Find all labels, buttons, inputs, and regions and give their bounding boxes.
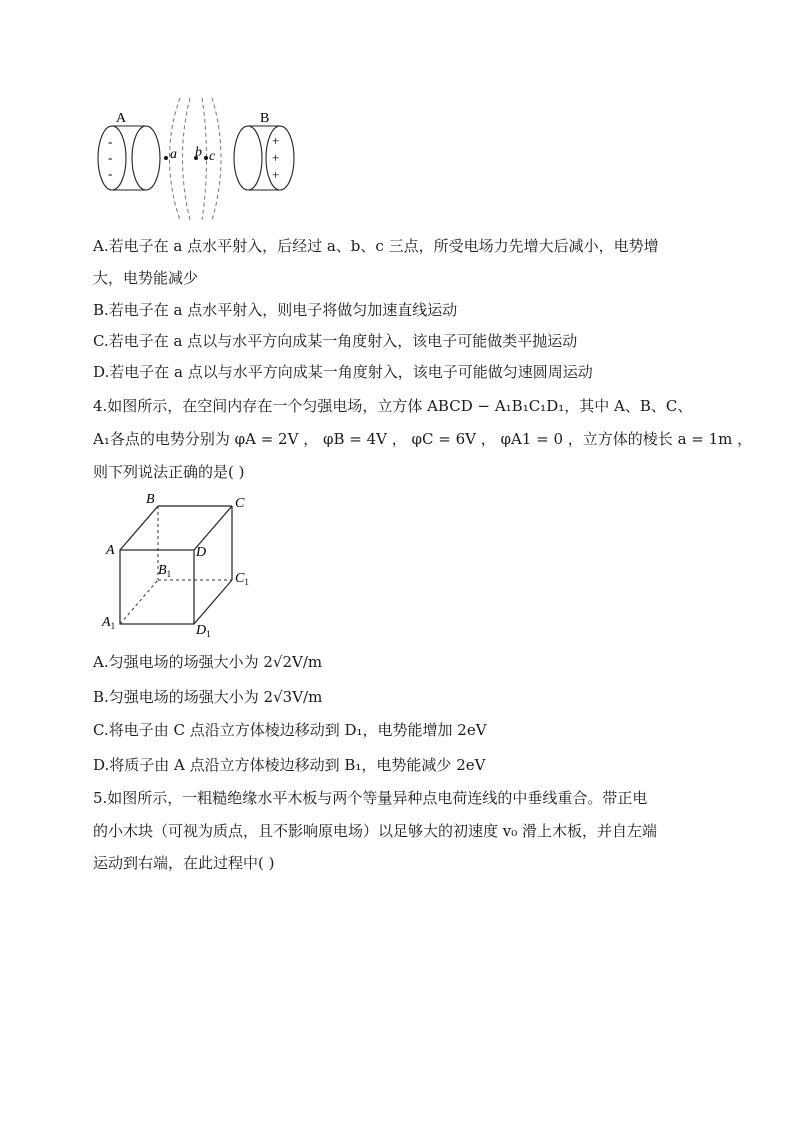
vertex-d1-label: $D_1$ bbox=[196, 623, 211, 639]
subscript: 1 bbox=[206, 629, 211, 639]
q4-option-d: D.将质子由 A 点沿立方体棱边移动到 B₁，电势能减少 2eV bbox=[93, 756, 486, 774]
q3-option-a-line1: A.若电子在 a 点水平射入，后经过 a、b、c 三点，所受电场力先增大后减小，电势增 bbox=[93, 237, 659, 255]
plate-a-charges bbox=[108, 134, 112, 181]
vertex-a-label: A bbox=[106, 543, 115, 558]
minus-sign: - bbox=[108, 166, 113, 181]
charged-plates-figure bbox=[92, 96, 304, 224]
subscript: 1 bbox=[110, 621, 116, 631]
q4-stem-line2: A₁各点的电势分别为 φA = 2V ， φB = 4V ， φC = 6V ， φA1 = 0 ，立方体的棱长 a = 1m ， bbox=[93, 430, 753, 448]
q5-stem-line3: 运动到右端，在此过程中( ) bbox=[93, 854, 275, 872]
subscript: 1 bbox=[244, 577, 249, 587]
minus-sign: - bbox=[108, 150, 113, 165]
plate-b-label: B bbox=[260, 111, 270, 126]
point-a-dot bbox=[164, 156, 168, 160]
cube-solid-edges bbox=[120, 506, 232, 624]
point-c-label: c bbox=[209, 149, 216, 164]
subscript: 1 bbox=[166, 569, 172, 579]
q3-option-c: C.若电子在 a 点以与水平方向成某一角度射入，该电子可能做类平抛运动 bbox=[93, 332, 578, 350]
point-a-label: a bbox=[170, 147, 177, 162]
vertex-b1-label: $B_1$ bbox=[158, 563, 172, 579]
point-b-label: b bbox=[195, 145, 202, 160]
q4-stem-line3: 则下列说法正确的是( ) bbox=[93, 463, 245, 481]
vertex-c-label: C bbox=[235, 496, 245, 511]
cube-vertex-labels bbox=[101, 492, 249, 639]
cube-hidden-edges bbox=[120, 506, 232, 624]
vertex-a1-label: $A_1$ bbox=[102, 615, 116, 631]
q5-stem-line1: 5.如图所示，一粗糙绝缘水平木板与两个等量异种点电荷连线的中垂线重合。带正电 bbox=[93, 789, 648, 807]
minus-sign: - bbox=[108, 134, 113, 149]
plus-sign: + bbox=[272, 150, 280, 165]
q4-option-b: B.匀强电场的场强大小为 2√3V/m bbox=[93, 688, 323, 706]
plate-a-label: A bbox=[116, 111, 127, 126]
q3-option-a-line2: 大，电势能减少 bbox=[93, 269, 199, 287]
q5-stem-line2: 的小木块（可视为质点，且不影响原电场）以足够大的初速度 v₀ 滑上木板，并自左端 bbox=[93, 822, 658, 840]
point-c-dot bbox=[204, 156, 208, 160]
q4-stem-line1: 4.如图所示，在空间内存在一个匀强电场，立方体 ABCD − A₁B₁C₁D₁，其中 A、B、C、 bbox=[93, 397, 693, 415]
q4-option-a: A.匀强电场的场强大小为 2√2V/m bbox=[93, 653, 323, 671]
q3-option-d: D.若电子在 a 点以与水平方向成某一角度射入，该电子可能做匀速圆周运动 bbox=[93, 363, 593, 381]
vertex-c1-label: $C_1$ bbox=[235, 571, 249, 587]
cube-figure bbox=[96, 490, 266, 640]
plus-sign: + bbox=[272, 167, 280, 182]
plate-b bbox=[234, 126, 294, 190]
q3-option-b: B.若电子在 a 点水平射入，则电子将做匀加速直线运动 bbox=[93, 301, 458, 319]
q4-option-c: C.将电子由 C 点沿立方体棱边移动到 D₁，电势能增加 2eV bbox=[93, 721, 487, 739]
vertex-d-label: D bbox=[196, 545, 207, 560]
plate-b-charges bbox=[272, 133, 279, 182]
vertex-b-label: B bbox=[146, 492, 155, 507]
plus-sign: + bbox=[272, 133, 280, 148]
